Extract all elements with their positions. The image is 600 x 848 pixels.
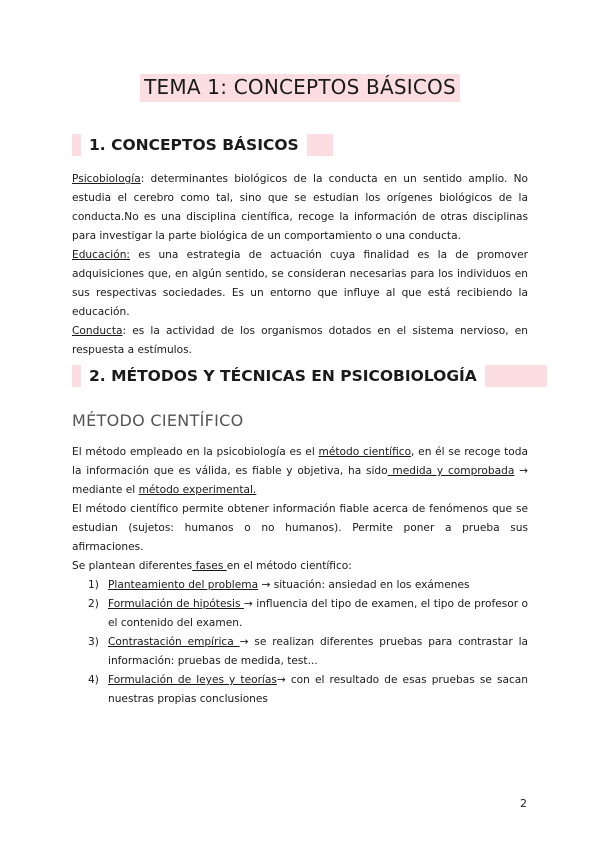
list-term: Contrastación empírica bbox=[108, 636, 240, 648]
underlined-term: medida y comprobada bbox=[387, 465, 515, 477]
underlined-term: fases bbox=[192, 560, 227, 572]
list-number: 2) bbox=[88, 598, 99, 610]
list-number: 3) bbox=[88, 636, 99, 648]
heading-highlight-right bbox=[307, 134, 333, 156]
list-text: → se realizan diferentes pruebas para contrastar la información: pruebas de medida, test... bbox=[108, 636, 529, 667]
text-run: en el método científico: bbox=[226, 560, 352, 572]
metodo-paragraph bbox=[72, 443, 528, 557]
fases-list bbox=[72, 576, 528, 709]
section-heading-text: 1. CONCEPTOS BÁSICOS bbox=[89, 136, 299, 154]
text-run: El método científico permite obtener información fiable acerca de fenómenos que se estudian (sujetos: humanos o no humanos). Permite poner a prueba sus afirmaciones. bbox=[72, 503, 528, 553]
heading-highlight-right bbox=[485, 365, 547, 387]
section-heading-text: 2. MÉTODOS Y TÉCNICAS EN PSICOBIOLOGÍA bbox=[89, 367, 477, 385]
definition-psicobiologia: : determinantes biológicos de la conducta en un sentido amplio. No estudia el cerebro como tal, sino que se estudian los orígenes biológicos de la conducta.No es una disciplina científica, recoge la información de otras disciplinas para investigar la parte biológica de un comportamiento o una conducta. bbox=[72, 173, 528, 242]
list-term: Formulación de leyes y teorías bbox=[108, 674, 277, 686]
text-run: → mediante el bbox=[72, 465, 528, 496]
definition-educacion: es una estrategia de actuación cuya finalidad es la de promover adquisiciones que, en algún sentido, se consideran necesarias para los individuos en sus respectivas sociedades. Es un entorno que influye al que está recibiendo la educación. bbox=[72, 249, 528, 318]
list-item bbox=[72, 576, 528, 595]
list-text: → situación: ansiedad en los exámenes bbox=[258, 579, 470, 591]
definitions-paragraph bbox=[72, 170, 528, 360]
list-number: 1) bbox=[88, 579, 99, 591]
definition-conducta: : es la actividad de los organismos dotados en el sistema nervioso, en respuesta a estímulos. bbox=[72, 325, 528, 356]
underlined-term: método experimental. bbox=[138, 484, 257, 496]
term-educacion: Educación: bbox=[72, 249, 130, 261]
list-item bbox=[72, 633, 528, 671]
list-number: 4) bbox=[88, 674, 99, 686]
heading-highlight-left bbox=[72, 365, 81, 387]
section-heading-metodos bbox=[72, 365, 547, 387]
list-item bbox=[72, 671, 528, 709]
term-psicobiologia: Psicobiología bbox=[72, 173, 141, 185]
list-text: → influencia del tipo de examen, el tipo de profesor o el contenido del examen. bbox=[108, 598, 528, 629]
page-title-text: TEMA 1: CONCEPTOS BÁSICOS bbox=[140, 74, 460, 102]
heading-highlight-left bbox=[72, 134, 81, 156]
subheading-metodo-cientifico: MÉTODO CIENTÍFICO bbox=[72, 411, 244, 430]
text-run: , en él se recoge toda la información que es válida, es fiable y objetiva, ha sido bbox=[72, 446, 528, 477]
list-term: Formulación de hipótesis bbox=[108, 598, 244, 610]
list-item bbox=[72, 595, 528, 633]
list-text: → con el resultado de esas pruebas se sacan nuestras propias conclusiones bbox=[108, 674, 528, 705]
underlined-term: método científico bbox=[318, 446, 412, 458]
text-run: Se plantean diferentes bbox=[72, 560, 193, 572]
text-run: El método empleado en la psicobiología es el bbox=[72, 446, 319, 458]
term-conducta: Conducta bbox=[72, 325, 123, 337]
section-heading-conceptos bbox=[72, 134, 333, 156]
fases-intro bbox=[72, 557, 528, 576]
page-number: 2 bbox=[520, 797, 527, 810]
list-term: Planteamiento del problema bbox=[108, 579, 259, 591]
page-title bbox=[0, 74, 600, 102]
